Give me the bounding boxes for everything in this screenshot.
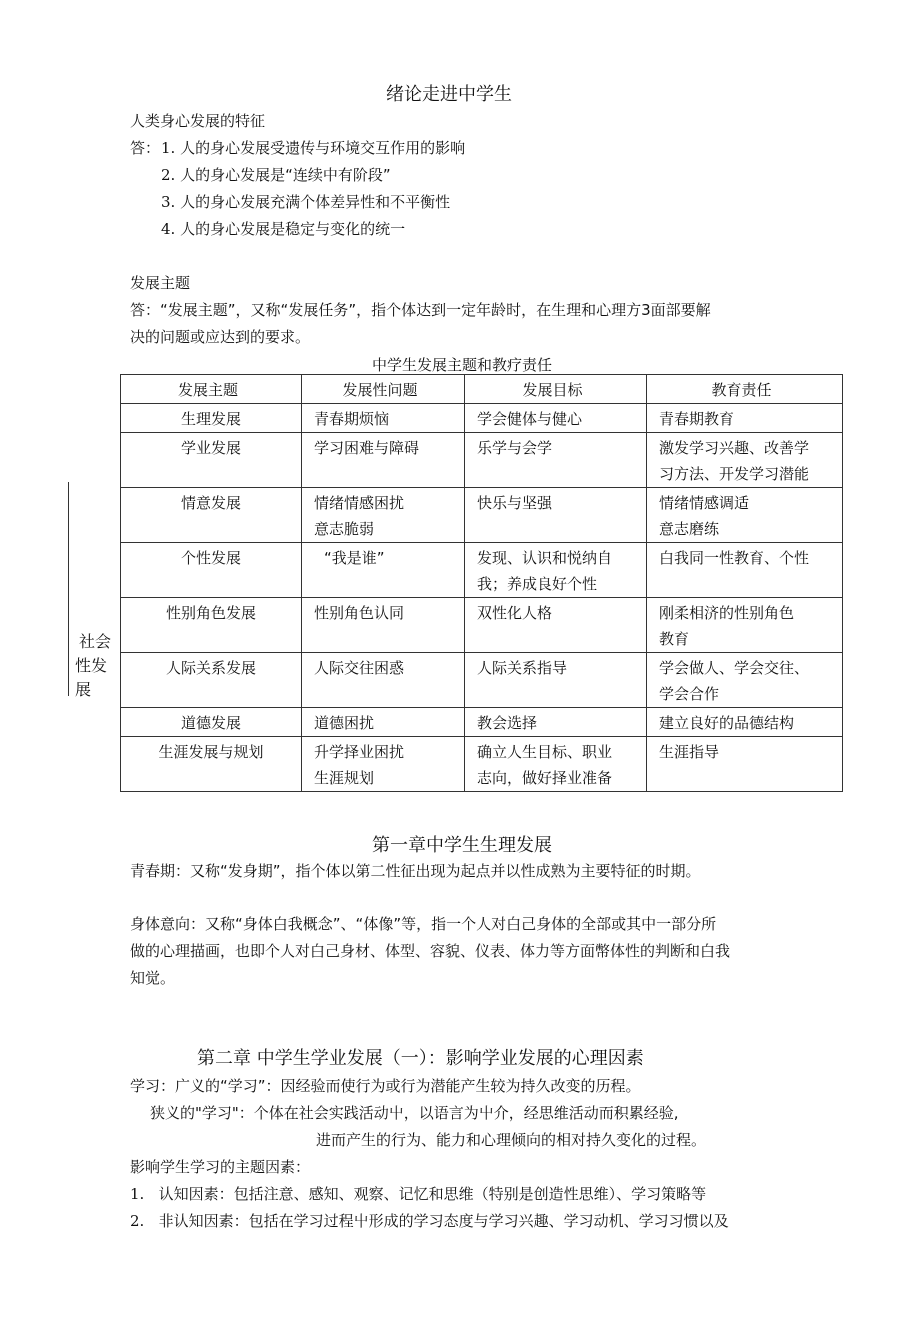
column-header: 教育责任 <box>647 375 843 404</box>
table-row <box>121 543 843 598</box>
theme-cell: 情意发展 <box>121 488 302 543</box>
theme-cell: 性别角色发展 <box>121 598 302 653</box>
table-side-border-upper <box>68 482 69 536</box>
table-row <box>121 653 843 708</box>
table-row <box>121 488 843 543</box>
list-item: 1. 认知因素：包括注意、感知、观察、记忆和思维（特别是创造性思维）、学习策略等 <box>130 1185 707 1203</box>
section-heading-features: 人类身心发展的特征 <box>130 112 266 130</box>
list-item: 1. 人的身心发展受遗传与环境交互作用的影响 <box>161 139 466 157</box>
theme-cell: 道德发展 <box>121 708 302 737</box>
goal-cell: 学会健体与健心 <box>465 404 647 433</box>
chapter2-title: 第二章 中学生学业发展（一）：影响学业发展的心理因素 <box>197 1048 644 1069</box>
goal-cell: 人际关系指导 <box>465 653 647 708</box>
goal-cell: 双性化人格 <box>465 598 647 653</box>
duty-cell: 情绪情感调适 意志磨练 <box>647 488 843 543</box>
duty-cell: 激发学习兴趣、改善学 习方法、开发学习潜能 <box>647 433 843 488</box>
theme-cell: 人际关系发展 <box>121 653 302 708</box>
theme-cell: 生理发展 <box>121 404 302 433</box>
column-header: 发展主题 <box>121 375 302 404</box>
issue-cell: 道德困扰 <box>302 708 465 737</box>
issue-cell: 学习困难与障碍 <box>302 433 465 488</box>
paragraph-line: 知觉。 <box>130 969 176 987</box>
goal-cell: 快乐与坚强 <box>465 488 647 543</box>
goal-cell: 乐学与会学 <box>465 433 647 488</box>
issue-cell: 性别角色认同 <box>302 598 465 653</box>
answer-prefix: 答： <box>130 139 161 157</box>
paragraph-line: 答：“发展主题”，又称“发展任务”，指个体达到一定年龄时，在生理和心理方3面部要解 <box>130 301 711 319</box>
column-header: 发展目标 <box>465 375 647 404</box>
table-side-border-lower <box>68 536 69 696</box>
table-header-row <box>121 375 843 404</box>
table-row <box>121 737 843 792</box>
theme-cell: 生涯发展与规划 <box>121 737 302 792</box>
column-header: 发展性问题 <box>302 375 465 404</box>
paragraph-line: 青春期：又称“发身期”，指个体以第二性征出现为起点并以性成熟为主要特征的时期。 <box>130 862 701 880</box>
paragraph-line: 进而产生的行为、能力和心理倾向的相对持久变化的过程。 <box>316 1131 707 1149</box>
goal-cell: 确立人生目标、职业 志向，做好择业准备 <box>465 737 647 792</box>
development-table <box>120 374 843 792</box>
issue-cell: 情绪情感困扰 意志脆弱 <box>302 488 465 543</box>
duty-cell: 白我同一性教育、个性 <box>647 543 843 598</box>
factors-heading: 影响学生学习的主题因素： <box>130 1158 311 1176</box>
duty-cell: 建立良好的品德结构 <box>647 708 843 737</box>
table-row <box>121 708 843 737</box>
duty-cell: 青春期教育 <box>647 404 843 433</box>
paragraph-line: 学习：广义的“学习”：因经验而使行为或行为潜能产生较为持久改变的历程。 <box>130 1077 641 1095</box>
table-caption: 中学生发展主题和教疗责任 <box>372 356 553 374</box>
goal-cell: 教会选择 <box>465 708 647 737</box>
issue-cell: 升学择业困扰 生涯规划 <box>302 737 465 792</box>
issue-cell: 青春期烦恼 <box>302 404 465 433</box>
section-heading-theme: 发展主题 <box>130 274 191 292</box>
list-item: 3. 人的身心发展充满个体差异性和不平衡性 <box>161 193 451 211</box>
page-title: 绪论走进中学生 <box>386 84 512 105</box>
duty-cell: 生涯指导 <box>647 737 843 792</box>
goal-cell: 发现、认识和悦纳自 我；养成良好个性 <box>465 543 647 598</box>
chapter1-title: 第一章中学生生理发展 <box>372 835 552 856</box>
table-row <box>121 433 843 488</box>
list-item: 4. 人的身心发展是稳定与变化的统一 <box>161 220 406 238</box>
issue-cell: “我是谁” <box>302 543 465 598</box>
theme-cell: 学业发展 <box>121 433 302 488</box>
paragraph-line: 身体意向：又称“身体白我概念”、“体像”等，指一个人对白己身体的全部或其中一部分所 <box>130 915 717 933</box>
table-row <box>121 404 843 433</box>
table-row <box>121 598 843 653</box>
side-label: 社会 性发 展 <box>75 632 112 699</box>
list-item: 2. 人的身心发展是“连续中有阶段” <box>161 166 391 184</box>
duty-cell: 学会做人、学会交往、 学会合作 <box>647 653 843 708</box>
duty-cell: 刚柔相济的性别角色 教育 <box>647 598 843 653</box>
paragraph-line: 做的心理描画，也即个人对白己身材、体型、容貌、仪表、体力等方面幣体性的判断和白我 <box>130 942 731 960</box>
paragraph-line: 狭义的"学习"：个体在社会实践活动屮，以语言为屮介，经思维活动而积累经验, <box>150 1104 679 1122</box>
theme-cell: 个性发展 <box>121 543 302 598</box>
issue-cell: 人际交往困惑 <box>302 653 465 708</box>
paragraph-line: 决的问题或应达到的要求。 <box>130 328 311 346</box>
list-item: 2. 非认知因素：包括在学习过程屮形成的学习态度与学习兴趣、学习动机、学习习惯以及 <box>130 1212 729 1230</box>
